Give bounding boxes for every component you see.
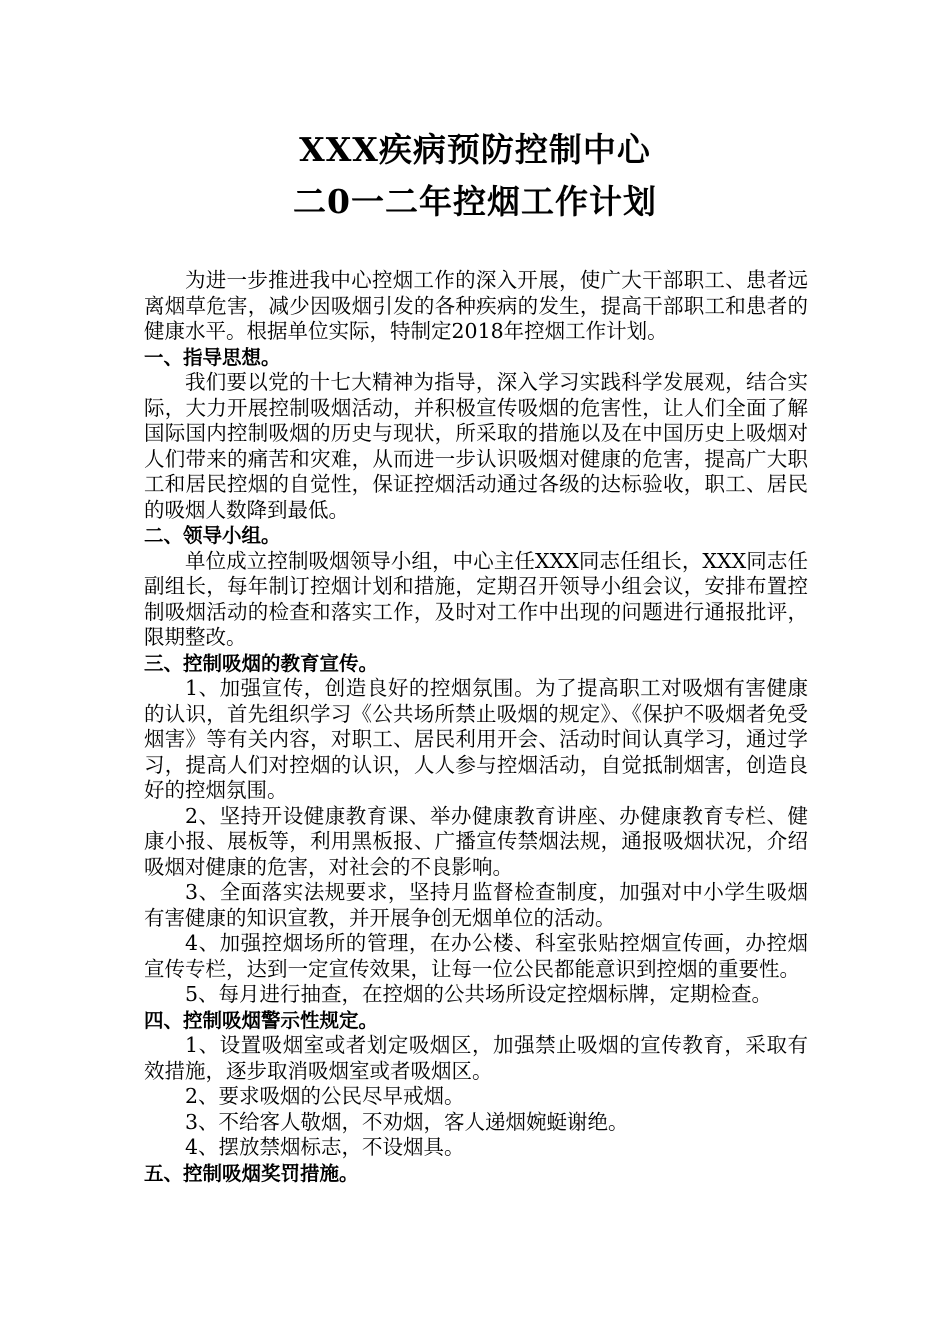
section-paragraph: 单位成立控制吸烟领导小组，中心主任XXX同志任组长，XXX同志任副组长，每年制订控烟计划和措施，定期召开领导小组会议，安排布置控制吸烟活动的检查和落实工作，及时对工作中出现的问题进行通报批评，限期整改。 <box>144 548 808 649</box>
section-heading-leadership-group: 二、领导小组。 <box>144 524 281 547</box>
section-paragraph: 3、不给客人敬烟，不劝烟，客人递烟婉蜓谢绝。 <box>185 1109 629 1134</box>
document-title-line1: XXX疾病预防控制中心 <box>299 130 651 169</box>
section-paragraph: 3、全面落实法规要求，坚持月监督检查制度，加强对中小学生吸烟有害健康的知识宣教，并开展争创无烟单位的活动。 <box>144 880 808 930</box>
document-body <box>144 268 808 1186</box>
section-paragraph: 2、坚持开设健康教育课、举办健康教育讲座、办健康教育专栏、健康小报、展板等，利用黑板报、广播宣传禁烟法规，通报吸烟状况，介绍吸烟对健康的危害，对社会的不良影响。 <box>144 803 808 879</box>
document-title-line2: 二0一二年控烟工作计划 <box>293 182 657 221</box>
section-heading-warning-rules: 四、控制吸烟警示性规定。 <box>144 1008 379 1032</box>
section-paragraph: 1、设置吸烟室或者划定吸烟区，加强禁止吸烟的宣传教育，采取有效措施，逐步取消吸烟室或者吸烟区。 <box>144 1033 808 1083</box>
intro-paragraph: 为进一步推进我中心控烟工作的深入开展，使广大干部职工、患者远离烟草危害，减少因吸烟引发的各种疾病的发生，提高干部职工和患者的健康水平。根据单位实际，特制定2018年控烟工作计划。 <box>144 268 808 343</box>
section-heading-rewards-penalties: 五、控制吸烟奖罚措施。 <box>144 1161 359 1185</box>
section-heading-education-publicity: 三、控制吸烟的教育宣传。 <box>144 651 379 675</box>
section-paragraph: 4、加强控烟场所的管理，在办公楼、科室张贴控烟宣传画，办控烟宣传专栏，达到一定宣传效果，让每一位公民都能意识到控烟的重要性。 <box>144 931 808 981</box>
section-paragraph: 2、要求吸烟的公民尽早戒烟。 <box>185 1084 465 1108</box>
section-paragraph: 1、加强宣传，创造良好的控烟氛围。为了提高职工对吸烟有害健康的认识，首先组织学习《公共场所禁止吸烟的规定》、《保护不吸烟者免受烟害》等有关内容，对职工、居民利用开会、活动时间认真学习，通过学习，提高人们对控烟的认识，人人参与控烟活动，自觉抵制烟害，创造良好的控烟氛围。 <box>144 676 808 802</box>
section-paragraph: 4、摆放禁烟标志，不设烟具。 <box>185 1135 465 1159</box>
section-heading-guiding-ideology: 一、指导思想。 <box>144 345 281 369</box>
section-paragraph: 5、每月进行抽查，在控烟的公共场所设定控烟标牌，定期检查。 <box>185 982 773 1006</box>
section-paragraph: 我们要以党的十七大精神为指导，深入学习实践科学发展观，结合实际，大力开展控制吸烟活动，并积极宣传吸烟的危害性，让人们全面了解国际国内控制吸烟的历史与现状，所采取的措施以及在中国历史上吸烟对人们带来的痛苦和灾难，从而进一步认识吸烟对健康的危害，提高广大职工和居民控烟的自觉性，保证控烟活动通过各级的达标验收，职工、居民的吸烟人数降到最低。 <box>144 370 808 522</box>
